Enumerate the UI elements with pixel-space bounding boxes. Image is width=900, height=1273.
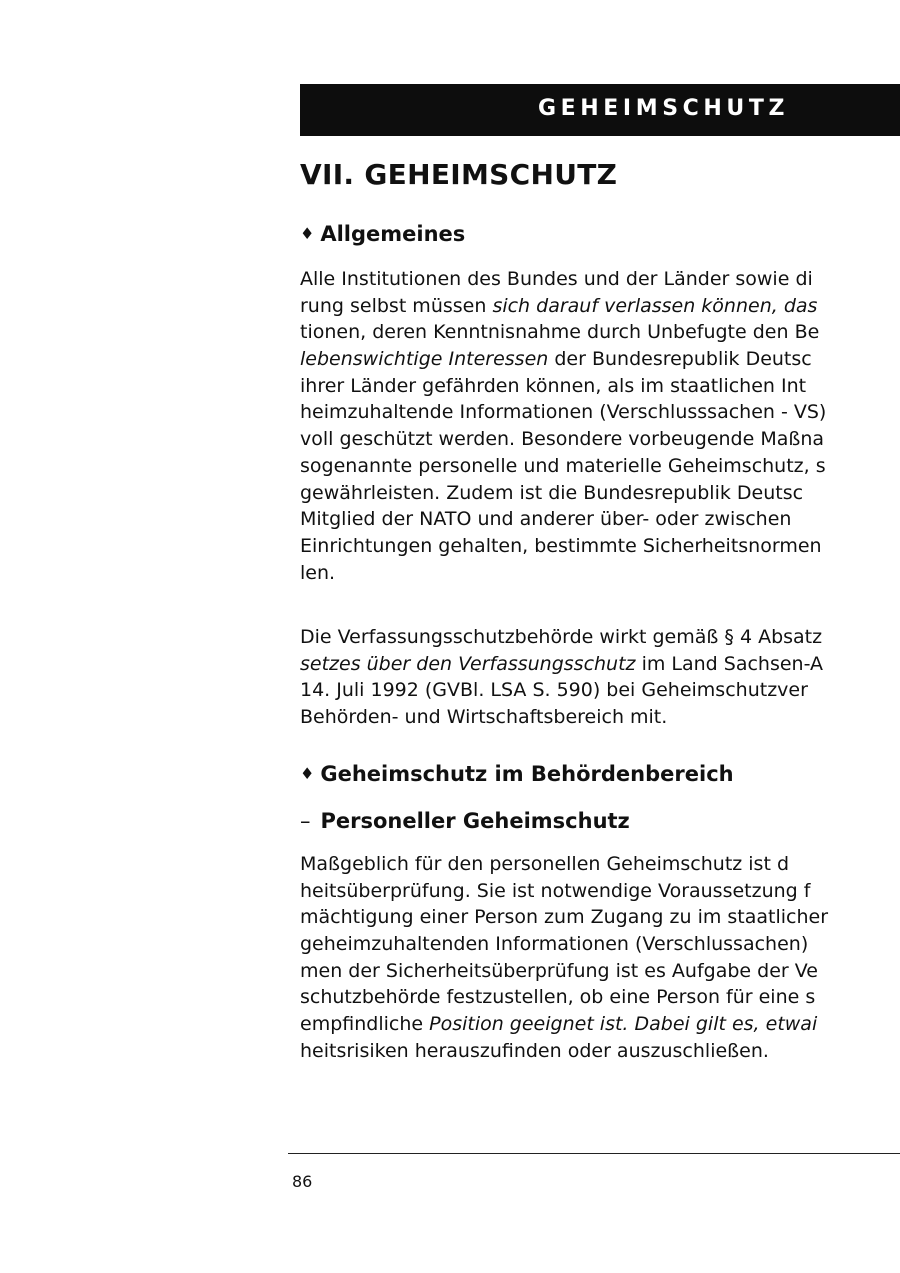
text-line xyxy=(300,1011,900,1038)
italic-text-run: sich darauf verlassen können, das xyxy=(492,294,818,317)
italic-text-run: Position geeignet ist. Dabei gilt es, etwai xyxy=(429,1013,818,1036)
text-run: empfindliche xyxy=(300,1013,430,1036)
section-heading-text: Allgemeines xyxy=(320,222,466,246)
text-line: geheimzuhaltenden Informationen (Verschlussachen) xyxy=(300,933,809,956)
text-line: Alle Institutionen des Bundes und der Länder sowie di xyxy=(300,268,813,290)
text-line xyxy=(300,346,900,373)
text-line: men der Sicherheitsüberprüfung ist es Aufgabe der Ve xyxy=(300,959,818,982)
section-heading-behoerdenbereich xyxy=(300,762,734,786)
text-line xyxy=(300,651,900,678)
paragraph-allgemeines xyxy=(300,266,900,586)
page-number: 86 xyxy=(292,1172,313,1191)
paragraph-verfassungsschutz xyxy=(300,624,900,731)
section-heading-text: Personeller Geheimschutz xyxy=(320,809,630,833)
text-line: Die Verfassungsschutzbehörde wirkt gemäß § 4 Absatz xyxy=(300,626,823,648)
text-line: 14. Juli 1992 (GVBl. LSA S. 590) bei Geheimschutzver xyxy=(300,679,808,702)
text-line: gewährleisten. Zudem ist die Bundesrepublik Deutsc xyxy=(300,481,804,504)
text-line: mächtigung einer Person zum Zugang zu im staatlicher xyxy=(300,906,829,929)
text-line: sogenannte personelle und materielle Geheimschutz, s xyxy=(300,454,826,477)
text-line: voll geschützt werden. Besondere vorbeugende Maßna xyxy=(300,428,825,451)
text-line: heitsrisiken herauszufinden oder auszuschließen. xyxy=(300,1039,769,1062)
text-line: ihrer Länder gefährden können, als im staatlichen Int xyxy=(300,374,807,397)
text-run: rung selbst müssen xyxy=(300,294,493,317)
running-header-title: GEHEIMSCHUTZ xyxy=(538,96,790,121)
text-line: Einrichtungen gehalten, bestimmte Sicherheitsnormen xyxy=(300,534,822,557)
section-heading-personell xyxy=(300,809,630,833)
section-heading-allgemeines xyxy=(300,222,465,246)
text-run: im Land Sachsen-A xyxy=(635,652,824,675)
running-header-bar xyxy=(300,84,900,136)
footer-rule xyxy=(288,1153,900,1154)
dash-bullet: – xyxy=(300,809,311,833)
text-line: Behörden- und Wirtschaftsbereich mit. xyxy=(300,706,668,729)
italic-text-run: lebenswichtige Interessen xyxy=(300,348,549,371)
text-line: len. xyxy=(300,561,336,584)
text-run: der Bundesrepublik Deutsc xyxy=(548,348,812,371)
chapter-title: VII. GEHEIMSCHUTZ xyxy=(300,158,618,191)
text-line: heimzuhaltende Informationen (Verschlusssachen - VS) xyxy=(300,401,827,424)
text-line: Maßgeblich für den personellen Geheimschutz ist d xyxy=(300,853,790,875)
paragraph-personell xyxy=(300,851,900,1065)
text-line: schutzbehörde festzustellen, ob eine Person für eine s xyxy=(300,986,816,1009)
text-line: tionen, deren Kenntnisnahme durch Unbefugte den Be xyxy=(300,321,820,344)
diamond-bullet-icon: ♦ xyxy=(300,224,315,243)
text-line: Mitglied der NATO und anderer über- oder zwischen xyxy=(300,508,792,531)
italic-text-run: setzes über den Verfassungsschutz xyxy=(300,652,636,675)
text-line xyxy=(300,293,900,320)
section-heading-text: Geheimschutz im Behördenbereich xyxy=(320,762,734,786)
text-line: heitsüberprüfung. Sie ist notwendige Voraussetzung f xyxy=(300,879,811,902)
diamond-bullet-icon: ♦ xyxy=(300,764,315,783)
